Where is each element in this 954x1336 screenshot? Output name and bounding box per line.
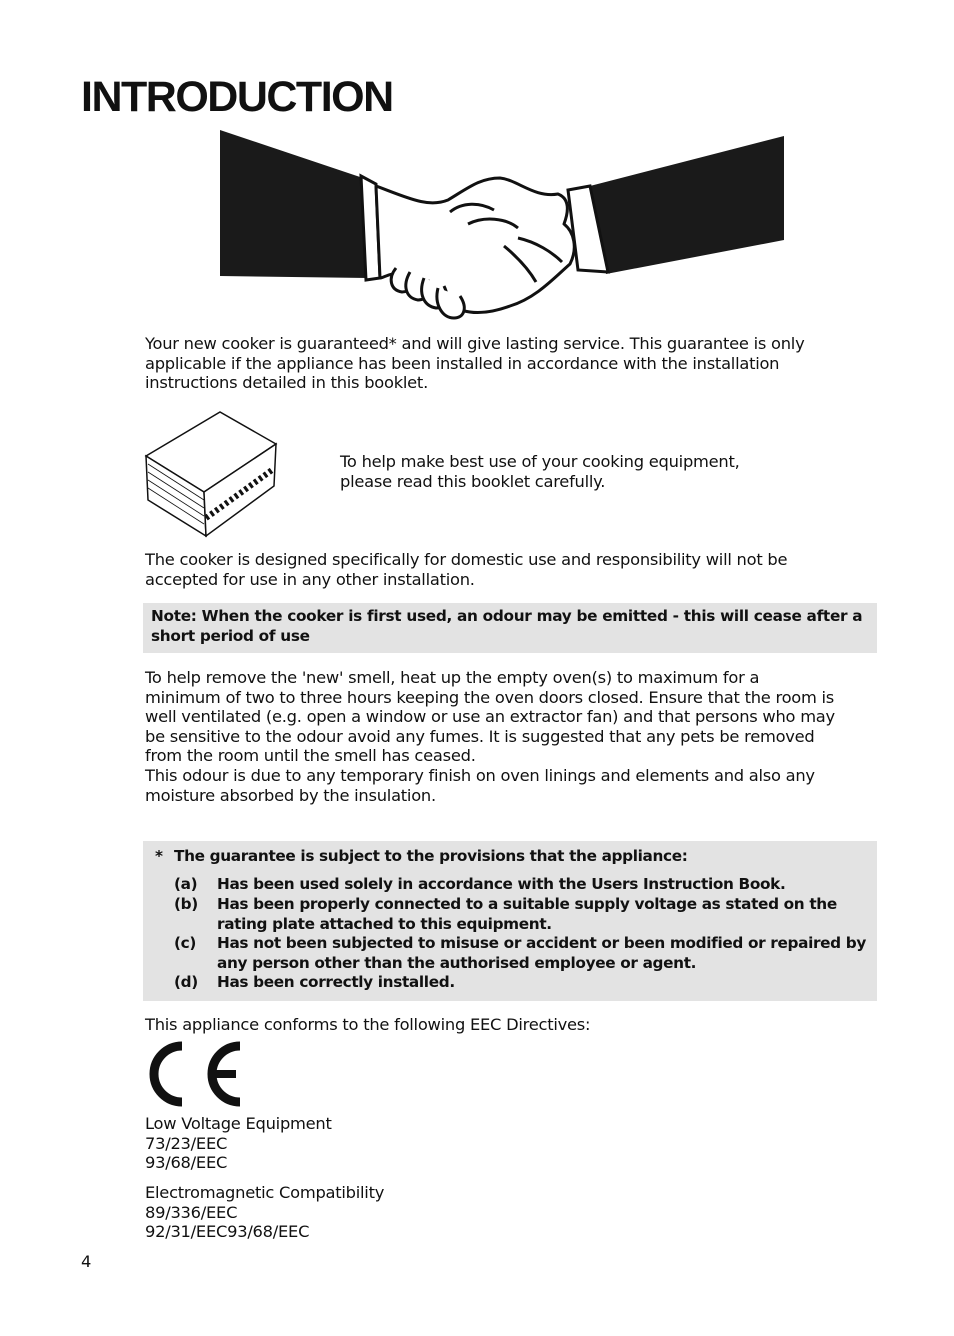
booklet-hint: To help make best use of your cooking equipment, please read this booklet carefully. bbox=[340, 452, 740, 491]
ce-mark-icon bbox=[144, 1040, 244, 1108]
guarantee-item-label: (c) bbox=[174, 934, 196, 952]
guarantee-star: * bbox=[155, 847, 163, 865]
emc-directives: Electromagnetic Compatibility 89/336/EEC 92/31/EEC93/68/EEC bbox=[145, 1183, 385, 1242]
guarantee-item-text: Has been correctly installed. bbox=[217, 973, 455, 991]
guarantee-item-text: Has not been subjected to misuse or accident or been modified or repaired by any person other than the authorised employee or agent. bbox=[217, 934, 866, 972]
guarantee-item-text: Has been used solely in accordance with the Users Instruction Book. bbox=[217, 875, 786, 893]
guarantee-item-label: (a) bbox=[174, 875, 198, 893]
domestic-use-text: The cooker is designed specifically for domestic use and responsibility will not be accepted for use in any other installation. bbox=[145, 550, 788, 589]
guarantee-intro: Your new cooker is guaranteed* and will give lasting service. This guarantee is only applicable if the appliance has been installed in accordance with the installation instructions detailed in this booklet. bbox=[145, 334, 805, 393]
handshake-illustration bbox=[218, 128, 786, 328]
note-text: Note: When the cooker is first used, an odour may be emitted - this will cease after a short period of use bbox=[151, 607, 863, 645]
booklet-illustration bbox=[142, 408, 282, 540]
note-box bbox=[143, 603, 877, 653]
directives-intro: This appliance conforms to the following EEC Directives: bbox=[145, 1015, 591, 1034]
page-number: 4 bbox=[81, 1252, 92, 1271]
guarantee-item-label: (b) bbox=[174, 895, 198, 913]
low-voltage-directives: Low Voltage Equipment 73/23/EEC 93/68/EEC bbox=[145, 1114, 332, 1173]
smell-advice: To help remove the 'new' smell, heat up the empty oven(s) to maximum for a minimum of two to three hours keeping the oven doors closed. Ensure that the room is well ventilated (e.g. open a window or use an extractor fan) and that persons who may be sensitive to the odour avoid any fumes. It is suggested that any pets be removed from the room until the smell has ceased. bbox=[145, 668, 835, 766]
page-title: INTRODUCTION bbox=[81, 73, 393, 121]
odour-cause: This odour is due to any temporary finish on oven linings and elements and also any moisture absorbed by the insulation. bbox=[145, 766, 815, 805]
guarantee-heading: The guarantee is subject to the provisions that the appliance: bbox=[174, 847, 688, 865]
guarantee-item-label: (d) bbox=[174, 973, 198, 991]
guarantee-box bbox=[143, 841, 877, 1001]
guarantee-item-text: Has been properly connected to a suitable supply voltage as stated on the rating plate attached to this equipment. bbox=[217, 895, 837, 933]
